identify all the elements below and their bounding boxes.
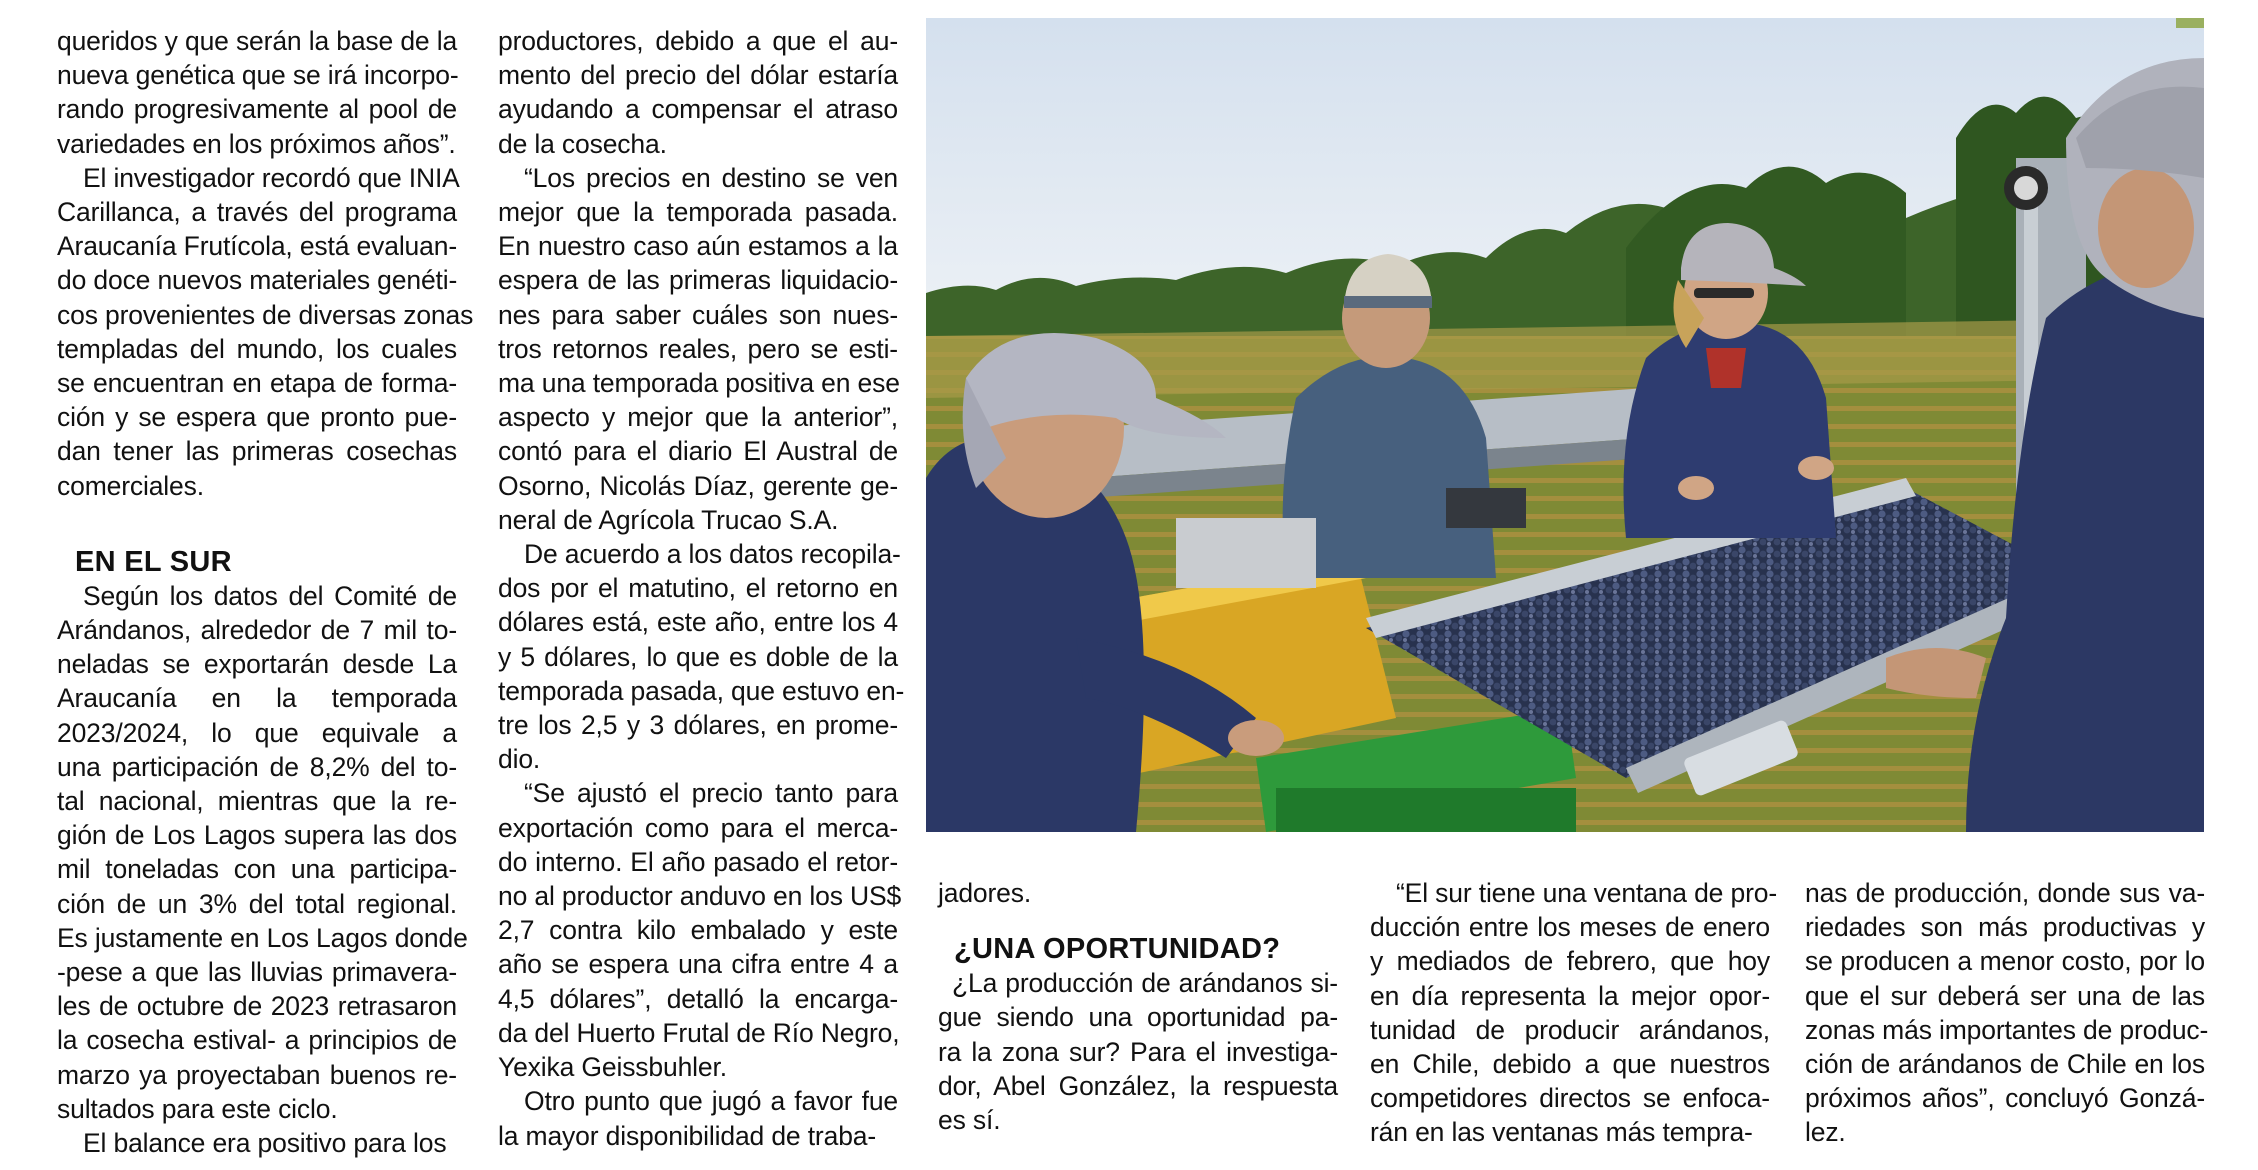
- text-line: Según los datos del Comité de: [83, 580, 457, 611]
- text-line: De acuerdo a los datos recopila-: [524, 539, 901, 570]
- text-line: temporada pasada, que estuvo en-: [498, 675, 905, 706]
- text-line: 2023/2024, lo que equivale a: [57, 717, 457, 748]
- paragraph: [57, 1126, 457, 1160]
- paragraph: [498, 537, 905, 776]
- text-line: comerciales.: [57, 470, 204, 501]
- paragraph: [57, 24, 457, 161]
- section-subhead: ¿UNA OPORTUNIDAD?: [954, 933, 1281, 966]
- text-line: jadores.: [938, 878, 1032, 908]
- text-line: mil toneladas con una participa-: [57, 854, 457, 885]
- text-line: do interno. El año pasado el retor-: [498, 846, 898, 877]
- text-line: rán en las ventanas más tempra-: [1370, 1117, 1753, 1148]
- text-line: En nuestro caso aún estamos a la: [498, 231, 898, 262]
- text-line: se producen a menor costo, por lo: [1805, 946, 2205, 977]
- text-line: ción y se espera que pronto pue-: [57, 402, 457, 433]
- text-line: dólares está, este año, entre los 4: [498, 607, 898, 638]
- text-line: lez.: [1805, 1117, 1846, 1148]
- paragraph: [57, 579, 468, 1126]
- text-line: dos por el matutino, el retorno en: [498, 573, 898, 604]
- text-line: tunidad de producir arándanos,: [1370, 1014, 1770, 1045]
- text-line: Carillanca, a través del programa: [57, 197, 457, 228]
- text-line: se encuentran en etapa de forma-: [57, 368, 457, 399]
- text-line: y mediados de febrero, que hoy: [1370, 946, 1770, 977]
- text-line: la mayor disponibilidad de traba-: [498, 1120, 877, 1151]
- text-line: “Los precios en destino se ven: [524, 162, 898, 193]
- text-line: cos provenientes de diversas zonas: [57, 299, 474, 330]
- text-line: gión de Los Lagos supera las dos: [57, 820, 457, 851]
- text-line: y 5 dólares, lo que es doble de la: [498, 641, 898, 672]
- text-line: año se espera una cifra entre 4 a: [498, 949, 898, 980]
- text-line: espera de las primeras liquidacio-: [498, 265, 898, 296]
- text-line: tal nacional, mientras que la re-: [57, 786, 457, 817]
- text-line: do doce nuevos materiales genéti-: [57, 265, 458, 296]
- text-line: es sí.: [938, 1105, 1001, 1136]
- text-line: próximos años”, concluyó Gonzá-: [1805, 1083, 2205, 1114]
- text-line: en Chile, debido a que nuestros: [1370, 1049, 1770, 1080]
- paragraph: [57, 161, 474, 503]
- text-line: una participación de 8,2% del to-: [57, 751, 457, 782]
- text-line: Araucanía Frutícola, está evaluan-: [57, 231, 457, 262]
- text-line: “El sur tiene una ventana de pro-: [1396, 878, 1778, 908]
- text-line: dan tener las primeras cosechas: [57, 436, 457, 467]
- text-line: 4,5 dólares”, detalló la encarga-: [498, 983, 898, 1014]
- text-line: variedades en los próximos años”.: [57, 128, 456, 159]
- paragraph: [498, 1084, 898, 1152]
- text-line: mento del precio del dólar estaría: [498, 60, 898, 91]
- text-line: ducción entre los meses de enero: [1370, 912, 1770, 943]
- text-line: mejor que la temporada pasada.: [498, 197, 898, 228]
- text-line: les de octubre de 2023 retrasaron: [57, 991, 457, 1022]
- paragraph: [938, 876, 1338, 910]
- text-line: El balance era positivo para los: [83, 1128, 447, 1159]
- text-line: Otro punto que jugó a favor fue: [524, 1086, 898, 1117]
- text-line: “Se ajustó el precio tanto para: [524, 778, 898, 809]
- text-line: contó para el diario El Austral de: [498, 436, 898, 467]
- text-line: de la cosecha.: [498, 128, 667, 159]
- paragraph: [1805, 876, 2209, 1150]
- text-line: ¿La producción de arándanos si-: [952, 968, 1338, 999]
- paragraph: [1370, 876, 1778, 1150]
- text-line: da del Huerto Frutal de Río Negro,: [498, 1017, 900, 1048]
- text-line: tre los 2,5 y 3 dólares, en prome-: [498, 710, 898, 741]
- text-line: rando progresivamente al pool de: [57, 94, 457, 125]
- article-column-2: [498, 24, 905, 1153]
- text-line: neral de Agrícola Trucao S.A.: [498, 504, 839, 535]
- text-line: marzo ya proyectaban buenos re-: [57, 1059, 457, 1090]
- text-line: zonas más importantes de produc-: [1805, 1014, 2209, 1045]
- text-line: templadas del mundo, los cuales: [57, 333, 457, 364]
- text-line: Araucanía en la temporada: [57, 683, 457, 714]
- text-line: la cosecha estival- a principios de: [57, 1025, 457, 1056]
- article-column-1: [57, 24, 474, 1160]
- text-line: queridos y que serán la base de la: [57, 26, 458, 56]
- article-column-3: [938, 876, 1338, 1137]
- text-line: ra la zona sur? Para el investiga-: [938, 1036, 1338, 1067]
- text-line: Arándanos, alrededor de 7 mil to-: [57, 615, 457, 646]
- text-line: dio.: [498, 744, 541, 775]
- text-line: tros retornos reales, pero se esti-: [498, 333, 898, 364]
- text-line: nes para saber cuáles son nues-: [498, 299, 898, 330]
- text-line: Es justamente en Los Lagos donde: [57, 922, 468, 953]
- text-line: neladas se exportarán desde La: [57, 649, 457, 680]
- text-line: nas de producción, donde sus va-: [1805, 878, 2205, 908]
- text-line: productores, debido a que el au-: [498, 26, 898, 56]
- text-line: que el sur deberá ser una de las: [1805, 980, 2205, 1011]
- paragraph: [938, 966, 1338, 1137]
- text-line: ción de un 3% del total regional.: [57, 888, 457, 919]
- paragraph: [498, 161, 898, 537]
- article-column-5: [1805, 876, 2209, 1150]
- text-line: 2,7 contra kilo embalado y este: [498, 915, 898, 946]
- text-line: ción de arándanos de Chile en los: [1805, 1049, 2205, 1080]
- text-line: exportación como para el merca-: [498, 812, 898, 843]
- paragraph: [498, 24, 898, 161]
- text-line: competidores directos se enfoca-: [1370, 1083, 1770, 1114]
- article-column-4: [1370, 876, 1778, 1150]
- text-line: sultados para este ciclo.: [57, 1093, 338, 1124]
- text-line: en día representa la mejor opor-: [1370, 980, 1770, 1011]
- text-line: El investigador recordó que INIA: [83, 162, 460, 193]
- text-line: ma una temporada positiva en ese: [498, 368, 900, 399]
- text-line: nueva genética que se irá incorpo-: [57, 60, 459, 91]
- blueberry-harvest-photo: [926, 18, 2204, 832]
- text-line: -pese a que las lluvias primavera-: [57, 957, 457, 988]
- text-line: Yexika Geissbuhler.: [498, 1052, 727, 1083]
- text-line: ayudando a compensar el atraso: [498, 94, 898, 125]
- text-line: dor, Abel González, la respuesta: [938, 1070, 1338, 1101]
- text-line: aspecto y mejor que la anterior”,: [498, 402, 898, 433]
- text-line: gue siendo una oportunidad pa-: [938, 1002, 1338, 1033]
- text-line: Osorno, Nicolás Díaz, gerente ge-: [498, 470, 898, 501]
- section-subhead: EN EL SUR: [75, 545, 232, 578]
- text-line: riedades son más productivas y: [1805, 912, 2205, 943]
- paragraph: [498, 776, 902, 1084]
- text-line: no al productor anduvo en los US$: [498, 881, 902, 912]
